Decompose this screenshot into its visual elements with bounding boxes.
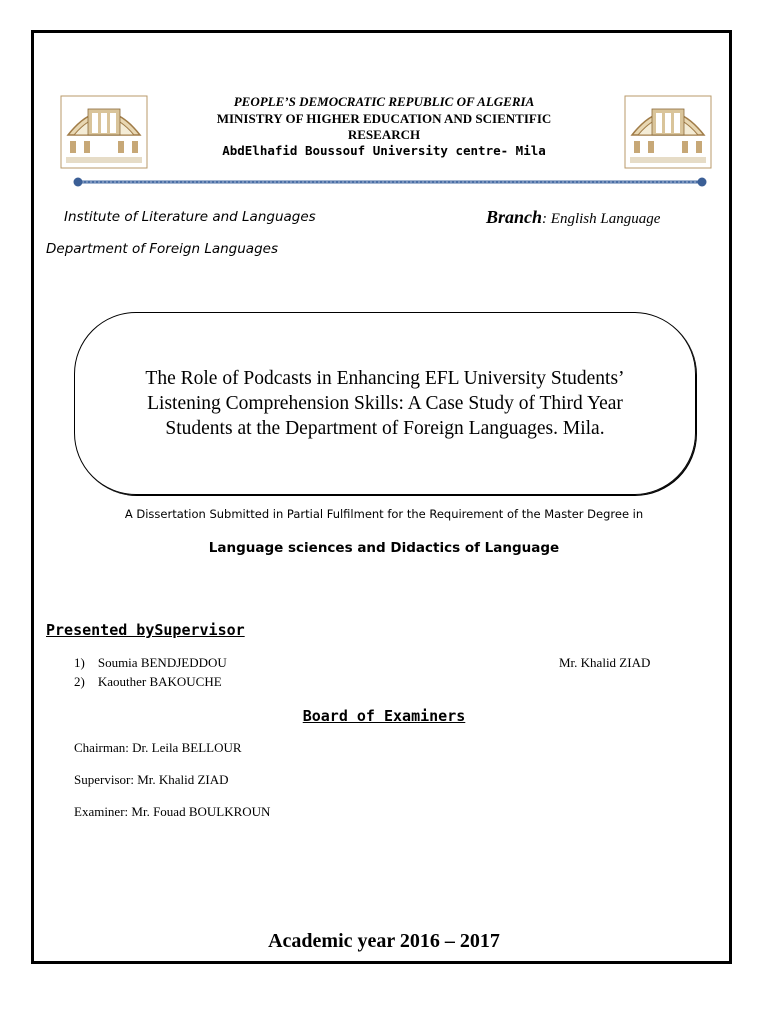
department-name: Department of Foreign Languages — [46, 241, 278, 257]
board-member-chairman: Chairman: Dr. Leila BELLOUR — [74, 740, 242, 755]
board-heading: Board of Examiners — [302, 707, 466, 725]
branch-line — [486, 207, 660, 228]
header-ministry-cont: RESEARCH — [347, 127, 421, 142]
dissertation-note: A Dissertation Submitted in Partial Fulfilment for the Requirement of the Master Degree in — [124, 507, 644, 521]
degree-field: Language sciences and Didactics of Language — [208, 540, 560, 556]
branch-label: Branch — [486, 207, 543, 227]
header-university: AbdElhafid Boussouf University centre- Mila — [222, 143, 546, 158]
header-divider — [72, 175, 708, 189]
board-member-supervisor: Supervisor: Mr. Khalid ZIAD — [74, 772, 229, 787]
page-border — [31, 30, 732, 964]
institute-name: Institute of Literature and Languages — [64, 209, 316, 225]
branch-value: : English Language — [542, 211, 661, 227]
supervisor-name: Mr. Khalid ZIAD — [559, 655, 651, 670]
student-row-2 — [74, 674, 222, 690]
board-member-examiner: Examiner: Mr. Fouad BOULKROUN — [74, 804, 271, 819]
student-number: 2) — [74, 674, 85, 689]
academic-year: Academic year 2016 – 2017 — [268, 930, 500, 952]
student-number: 1) — [74, 655, 85, 670]
title-box — [74, 312, 696, 495]
student-name: Kaouther BAKOUCHE — [97, 674, 222, 689]
dissertation-title: The Role of Podcasts in Enhancing EFL University Students’ Listening Comprehension Skills: A Case Study of Third Year Students at the Department of Foreign Languages. Mila. — [145, 368, 625, 439]
header-ministry: MINISTRY OF HIGHER EDUCATION AND SCIENTIFIC — [216, 111, 552, 126]
student-row-1 — [74, 655, 227, 671]
header-country: PEOPLE’S DEMOCRATIC REPUBLIC OF ALGERIA — [233, 94, 535, 109]
presented-heading: Presented bySupervisor — [46, 621, 245, 639]
student-name: Soumia BENDJEDDOU — [97, 655, 227, 670]
